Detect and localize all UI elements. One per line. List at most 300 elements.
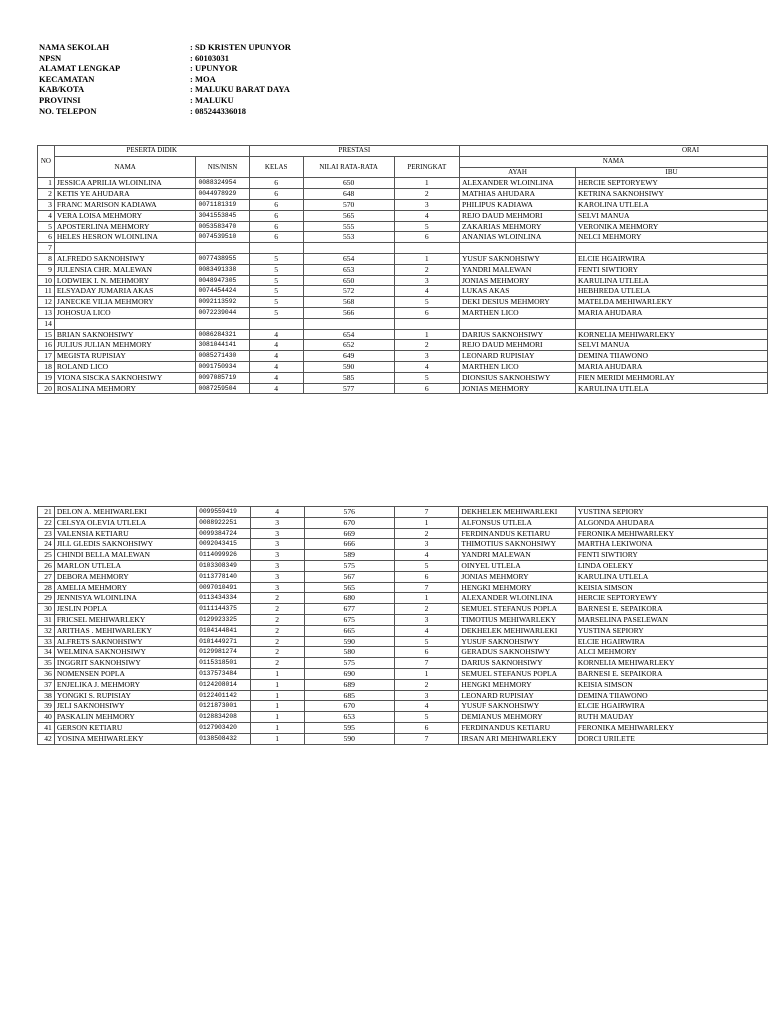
kelas: 1 (250, 733, 304, 744)
ayah-name: DEKI DESIUS MEHMORY (459, 297, 575, 308)
table-row (38, 253, 768, 264)
nilai-rata-rata: 575 (304, 560, 394, 571)
table-row (38, 571, 768, 582)
nilai-rata-rata: 653 (303, 264, 394, 275)
info-value: : 60103031 (190, 52, 229, 63)
row-no: 16 (38, 340, 55, 351)
ibu-name (576, 243, 768, 254)
ibu-name: ELCIE HGAIRWIRA (575, 636, 767, 647)
peringkat: 5 (394, 560, 459, 571)
nilai-rata-rata: 650 (303, 275, 394, 286)
row-no: 23 (38, 528, 55, 539)
peringkat: 5 (394, 372, 459, 383)
nis-nisn: 0122401142 (197, 690, 251, 701)
info-label: NO. TELEPON (39, 105, 97, 116)
info-value: : UPUNYOR (190, 63, 238, 74)
peringkat: 7 (394, 733, 459, 744)
peringkat: 3 (394, 275, 459, 286)
ibu-name: KETRINA SAKNOHSIWY (576, 189, 768, 200)
row-no: 33 (38, 636, 55, 647)
ayah-name: IRSAN ARI MEHIWARLEKY (459, 733, 575, 744)
table-row (38, 340, 768, 351)
row-no: 32 (38, 625, 55, 636)
student-name: MEGISTA RUPISIAY (54, 351, 196, 362)
kelas: 4 (249, 351, 303, 362)
peringkat: 4 (394, 286, 459, 297)
nilai-rata-rata: 577 (303, 383, 394, 394)
nilai-rata-rata: 654 (303, 253, 394, 264)
table-row (38, 318, 768, 329)
nis-nisn: 0071181319 (196, 199, 249, 210)
ayah-name: REJO DAUD MEHMORI (459, 340, 575, 351)
nilai-rata-rata: 590 (304, 733, 394, 744)
table-row (38, 614, 768, 625)
ibu-name: MATELDA MEHIWARLEKY (576, 297, 768, 308)
peringkat: 6 (394, 232, 459, 243)
nis-nisn: 0137573484 (197, 668, 251, 679)
nis-nisn: 0114099926 (197, 550, 251, 561)
nilai-rata-rata: 568 (303, 297, 394, 308)
kelas: 5 (249, 297, 303, 308)
ibu-name: RUTH MAUDAY (575, 712, 767, 723)
ayah-name: DARIUS SAKNOHSIWY (459, 658, 575, 669)
table-row (38, 560, 768, 571)
student-table-part1 (37, 145, 768, 394)
peringkat: 2 (394, 679, 459, 690)
row-no: 21 (38, 507, 55, 518)
kelas: 6 (249, 199, 303, 210)
ayah-name: ALEXANDER WLOINLINA (459, 178, 575, 189)
table-row (38, 701, 768, 712)
nis-nisn: 0083491338 (196, 264, 249, 275)
nis-nisn: 0086284321 (196, 329, 249, 340)
nilai-rata-rata (303, 243, 394, 254)
nilai-rata-rata: 675 (304, 614, 394, 625)
nis-nisn: 0097085719 (196, 372, 249, 383)
nis-nisn: 0124208014 (197, 679, 251, 690)
row-no: 10 (38, 275, 55, 286)
peringkat: 5 (394, 297, 459, 308)
nilai-rata-rata: 555 (303, 221, 394, 232)
ayah-name: MARTHEN LICO (459, 307, 575, 318)
ibu-name: BARNESI E. SEPAIKORA (575, 604, 767, 615)
peringkat: 1 (394, 668, 459, 679)
nis-nisn: 0129981274 (197, 647, 251, 658)
kelas: 3 (250, 517, 304, 528)
peringkat (394, 243, 459, 254)
kelas: 2 (250, 658, 304, 669)
ayah-name: JONIAS MEHMORY (459, 275, 575, 286)
ibu-name: ELCIE HGAIRWIRA (576, 253, 768, 264)
row-no: 20 (38, 383, 55, 394)
row-no: 1 (38, 178, 55, 189)
table-row (38, 199, 768, 210)
nilai-rata-rata: 567 (304, 571, 394, 582)
ibu-name: DEMINA TIIAWONO (575, 690, 767, 701)
table-row (38, 372, 768, 383)
student-name: NOMENSEN POPLA (54, 668, 196, 679)
ayah-name: YUSUF SAKNOHSIWY (459, 701, 575, 712)
ayah-name: LUKAS AKAS (459, 286, 575, 297)
peringkat: 5 (394, 221, 459, 232)
kelas: 1 (250, 679, 304, 690)
ayah-name (459, 243, 575, 254)
peringkat: 4 (394, 361, 459, 372)
nilai-rata-rata: 585 (303, 372, 394, 383)
ibu-name: MARTHA LEKIWONA (575, 539, 767, 550)
student-name: ALFRETS SAKNOHSIWY (54, 636, 196, 647)
ibu-name: KORNELIA MEHIWARLEKY (575, 658, 767, 669)
ibu-name: HERCIE SEPTORYEWY (576, 178, 768, 189)
student-name: ROLAND LICO (54, 361, 196, 372)
kelas: 6 (249, 178, 303, 189)
student-table-part2 (37, 506, 768, 745)
row-no: 22 (38, 517, 55, 528)
nis-nisn: 0092113592 (196, 297, 249, 308)
ayah-name: LEONARD RUPISIAY (459, 690, 575, 701)
nis-nisn: 0044978929 (196, 189, 249, 200)
row-no: 29 (38, 593, 55, 604)
nis-nisn: 0101449271 (197, 636, 251, 647)
ayah-name: YANDRI MALEWAN (459, 550, 575, 561)
ibu-name (576, 318, 768, 329)
ayah-name: JONIAS MEHMORY (459, 383, 575, 394)
student-name: CHINDI BELLA MALEWAN (54, 550, 196, 561)
table-body-part2 (38, 507, 768, 745)
peringkat: 5 (394, 636, 459, 647)
info-label: NAMA SEKOLAH (39, 42, 110, 52)
nilai-rata-rata: 654 (303, 329, 394, 340)
ayah-name: MATHIAS AHUDARA (459, 189, 575, 200)
header-ayah: AYAH (459, 167, 575, 178)
nilai-rata-rata: 649 (303, 351, 394, 362)
kelas: 6 (249, 189, 303, 200)
table-row (38, 679, 768, 690)
nis-nisn: 0091750934 (196, 361, 249, 372)
ayah-name: TIMOTIUS MEHIWARLEKY (459, 614, 575, 625)
nilai-rata-rata: 670 (304, 701, 394, 712)
nis-nisn: 0113778140 (197, 571, 251, 582)
row-no: 28 (38, 582, 55, 593)
table-row (38, 361, 768, 372)
student-name: ROSALINA MEHMORY (54, 383, 196, 394)
nis-nisn: 0127903420 (197, 722, 251, 733)
student-name: ENJELIKA J. MEHMORY (54, 679, 196, 690)
kelas: 3 (250, 539, 304, 550)
kelas: 5 (249, 275, 303, 286)
table-row (38, 636, 768, 647)
table-row (38, 232, 768, 243)
kelas: 2 (250, 625, 304, 636)
info-label: KECAMATAN (39, 73, 95, 84)
header-nis: NIS/NISN (196, 156, 249, 178)
nis-nisn: 0097010491 (197, 582, 251, 593)
peringkat: 1 (394, 593, 459, 604)
student-name: INGGRIT SAKNOHSIWY (54, 658, 196, 669)
student-name: AMELIA MEHMORY (54, 582, 196, 593)
student-name: LODWIEK I. N. MEHMORY (54, 275, 196, 286)
nis-nisn: 0087259504 (196, 383, 249, 394)
info-label: KAB/KOTA (39, 84, 85, 95)
student-name: JULENSIA CHR. MALEWAN (54, 264, 196, 275)
row-no: 37 (38, 679, 55, 690)
nis-nisn: 0092043415 (197, 539, 251, 550)
nilai-rata-rata: 652 (303, 340, 394, 351)
student-name: VERA LOISA MEHMORY (54, 210, 196, 221)
nilai-rata-rata: 666 (304, 539, 394, 550)
ibu-name: KARULINA UTLELA (575, 571, 767, 582)
row-no: 7 (38, 243, 55, 254)
ayah-name: YANDRI MALEWAN (459, 264, 575, 275)
ibu-name: ELCIE HGAIRWIRA (575, 701, 767, 712)
nis-nisn: 0088922251 (197, 517, 251, 528)
kelas: 5 (249, 286, 303, 297)
nilai-rata-rata: 685 (304, 690, 394, 701)
table-row (38, 178, 768, 189)
table-row (38, 351, 768, 362)
student-name: JANECKE VILIA MEHMORY (54, 297, 196, 308)
row-no: 41 (38, 722, 55, 733)
ibu-name: ALGONDA AHUDARA (575, 517, 767, 528)
table-row (38, 539, 768, 550)
nis-nisn: 3081044141 (196, 340, 249, 351)
header-kelas: KELAS (249, 156, 303, 178)
ibu-name: ALCI MEHMORY (575, 647, 767, 658)
table-row (38, 593, 768, 604)
nis-nisn: 0077438955 (196, 253, 249, 264)
row-no: 26 (38, 560, 55, 571)
row-no: 31 (38, 614, 55, 625)
ibu-name: MARIA AHUDARA (576, 361, 768, 372)
ayah-name: ZAKARIAS MEHMORY (459, 221, 575, 232)
nilai-rata-rata: 653 (304, 712, 394, 723)
info-value: : MALUKU (190, 94, 234, 105)
student-name: DEBORA MEHMORY (54, 571, 196, 582)
table-row (38, 275, 768, 286)
peringkat (394, 318, 459, 329)
table-row (38, 507, 768, 518)
row-no: 8 (38, 253, 55, 264)
header-ibu: IBU (576, 167, 768, 178)
kelas: 5 (249, 264, 303, 275)
student-name: VIONA SISCKA SAKNOHSIWY (54, 372, 196, 383)
ibu-name: KEISIA SIMSON (575, 679, 767, 690)
ayah-name: DIONSIUS SAKNOHSIWY (459, 372, 575, 383)
student-name: BRIAN SAKNOHSIWY (54, 329, 196, 340)
student-name: FRANC MARISON KADIAWA (54, 199, 196, 210)
ayah-name: OINYEL UTLELA (459, 560, 575, 571)
nis-nisn: 0088324954 (196, 178, 249, 189)
ibu-name: KAROLINA UTLELA (576, 199, 768, 210)
nilai-rata-rata: 690 (304, 668, 394, 679)
table-row (38, 307, 768, 318)
nis-nisn: 0099559419 (197, 507, 251, 518)
ayah-name: GERADUS SAKNOHSIWY (459, 647, 575, 658)
header-no: NO (38, 146, 55, 178)
row-no: 34 (38, 647, 55, 658)
nilai-rata-rata: 575 (304, 658, 394, 669)
nis-nisn: 0085271430 (196, 351, 249, 362)
peringkat: 1 (394, 517, 459, 528)
nilai-rata-rata: 670 (304, 517, 394, 528)
ibu-name: HERCIE SEPTORYEWY (575, 593, 767, 604)
row-no: 15 (38, 329, 55, 340)
ibu-name: MARSELINA PASELEWAN (575, 614, 767, 625)
nilai-rata-rata: 589 (304, 550, 394, 561)
kelas: 2 (250, 604, 304, 615)
student-name: DELON A. MEHIWARLEKI (54, 507, 196, 518)
student-name: CELSYA OLEVIA UTLELA (54, 517, 196, 528)
kelas: 3 (250, 528, 304, 539)
table-body-part1 (38, 178, 768, 394)
nilai-rata-rata: 570 (303, 199, 394, 210)
peringkat: 4 (394, 625, 459, 636)
nis-nisn: 0138508432 (197, 733, 251, 744)
row-no: 19 (38, 372, 55, 383)
nilai-rata-rata: 590 (304, 636, 394, 647)
student-name: WELMINA SAKNOHSIWY (54, 647, 196, 658)
ibu-name: VERONIKA MEHMORY (576, 221, 768, 232)
table-row (38, 722, 768, 733)
kelas: 3 (250, 582, 304, 593)
kelas: 3 (250, 550, 304, 561)
kelas: 4 (249, 361, 303, 372)
peringkat: 1 (394, 253, 459, 264)
table-row (38, 264, 768, 275)
ayah-name: THIMOTIUS SAKNOHSIWY (459, 539, 575, 550)
row-no: 27 (38, 571, 55, 582)
peringkat: 6 (394, 722, 459, 733)
table-row (38, 733, 768, 744)
row-no: 3 (38, 199, 55, 210)
header-nama: NAMA (54, 156, 196, 178)
nis-nisn: 0129923325 (197, 614, 251, 625)
ibu-name: HEBHREDA UTLELA (576, 286, 768, 297)
peringkat: 2 (394, 528, 459, 539)
nis-nisn: 0111144375 (197, 604, 251, 615)
nilai-rata-rata: 590 (303, 361, 394, 372)
ibu-name: SELVI MANUA (576, 340, 768, 351)
row-no: 35 (38, 658, 55, 669)
kelas (249, 243, 303, 254)
ibu-name: KORNELIA MEHIWARLEKY (576, 329, 768, 340)
kelas: 4 (250, 507, 304, 518)
row-no: 24 (38, 539, 55, 550)
peringkat: 6 (394, 647, 459, 658)
peringkat: 4 (394, 701, 459, 712)
peringkat: 6 (394, 571, 459, 582)
header-nilai: NILAI RATA-RATA (303, 156, 394, 178)
table-row (38, 658, 768, 669)
ibu-name: YUSTINA SEPIORY (575, 507, 767, 518)
nis-nisn: 0115318501 (197, 658, 251, 669)
row-no: 12 (38, 297, 55, 308)
student-name: JILL GLEDIS SAKNOHSIWY (54, 539, 196, 550)
kelas: 4 (249, 329, 303, 340)
ibu-name: FENTI SIWTIORY (575, 550, 767, 561)
info-label: PROVINSI (39, 94, 81, 105)
nis-nisn: 0128834208 (197, 712, 251, 723)
kelas: 3 (250, 560, 304, 571)
student-name: HELES HESRON WLOINLINA (54, 232, 196, 243)
kelas: 3 (250, 571, 304, 582)
table-row (38, 286, 768, 297)
nilai-rata-rata: 576 (304, 507, 394, 518)
student-name: APOSTERLINA MEHMORY (54, 221, 196, 232)
ibu-name: KARULINA UTLELA (576, 275, 768, 286)
ayah-name: DEKHELEK MEHIWARLEKI (459, 507, 575, 518)
peringkat: 2 (394, 264, 459, 275)
nilai-rata-rata: 680 (304, 593, 394, 604)
row-no: 39 (38, 701, 55, 712)
student-name: KETIS YE AHUDARA (54, 189, 196, 200)
nilai-rata-rata: 669 (304, 528, 394, 539)
row-no: 14 (38, 318, 55, 329)
info-value: : MALUKU BARAT DAYA (190, 84, 290, 95)
row-no: 11 (38, 286, 55, 297)
ayah-name: YUSUF SAKNOHSIWY (459, 636, 575, 647)
table-row (38, 243, 768, 254)
ibu-name: BARNESI E. SEPAIKORA (575, 668, 767, 679)
ayah-name: FERDINANDUS KETIARU (459, 528, 575, 539)
ayah-name: PHILIPUS KADIAWA (459, 199, 575, 210)
nis-nisn: 0121873001 (197, 701, 251, 712)
nilai-rata-rata: 648 (303, 189, 394, 200)
student-name: JESLIN POPLA (54, 604, 196, 615)
peringkat: 6 (394, 383, 459, 394)
table-row (38, 550, 768, 561)
nilai-rata-rata: 595 (304, 722, 394, 733)
student-name: JULIUS JULIAN MEHMORY (54, 340, 196, 351)
ayah-name: HENGKI MEHMORY (459, 582, 575, 593)
ibu-name: DEMINA TIIAWONO (576, 351, 768, 362)
peringkat: 4 (394, 210, 459, 221)
table-row (38, 221, 768, 232)
ibu-name: KEISIA SIMSON (575, 582, 767, 593)
table-row (38, 210, 768, 221)
header-peserta-didik: PESERTA DIDIK (54, 146, 249, 157)
info-label: ALAMAT LENGKAP (39, 63, 121, 74)
nilai-rata-rata (303, 318, 394, 329)
table-row (38, 329, 768, 340)
kelas: 4 (249, 372, 303, 383)
kelas: 1 (250, 712, 304, 723)
ayah-name: DEKHELEK MEHIWARLEKI (459, 625, 575, 636)
peringkat: 2 (394, 340, 459, 351)
ayah-name: REJO DAUD MEHMORI (459, 210, 575, 221)
nilai-rata-rata: 677 (304, 604, 394, 615)
row-no: 30 (38, 604, 55, 615)
row-no: 13 (38, 307, 55, 318)
nis-nisn: 0074539510 (196, 232, 249, 243)
peringkat: 3 (394, 614, 459, 625)
peringkat: 1 (394, 178, 459, 189)
table-row (38, 383, 768, 394)
student-name: GERSON KETIARU (54, 722, 196, 733)
header-peringkat: PERINGKAT (394, 156, 459, 178)
row-no: 36 (38, 668, 55, 679)
student-name: JOHOSUA LICO (54, 307, 196, 318)
student-name: ARITHAS . MEHIWARLEKY (54, 625, 196, 636)
peringkat: 3 (394, 199, 459, 210)
ayah-name: DEMIANUS MEHMORY (459, 712, 575, 723)
peringkat: 4 (394, 550, 459, 561)
row-no: 2 (38, 189, 55, 200)
row-no: 40 (38, 712, 55, 723)
row-no: 18 (38, 361, 55, 372)
kelas: 2 (250, 614, 304, 625)
student-name: VALENSIA KETIARU (54, 528, 196, 539)
